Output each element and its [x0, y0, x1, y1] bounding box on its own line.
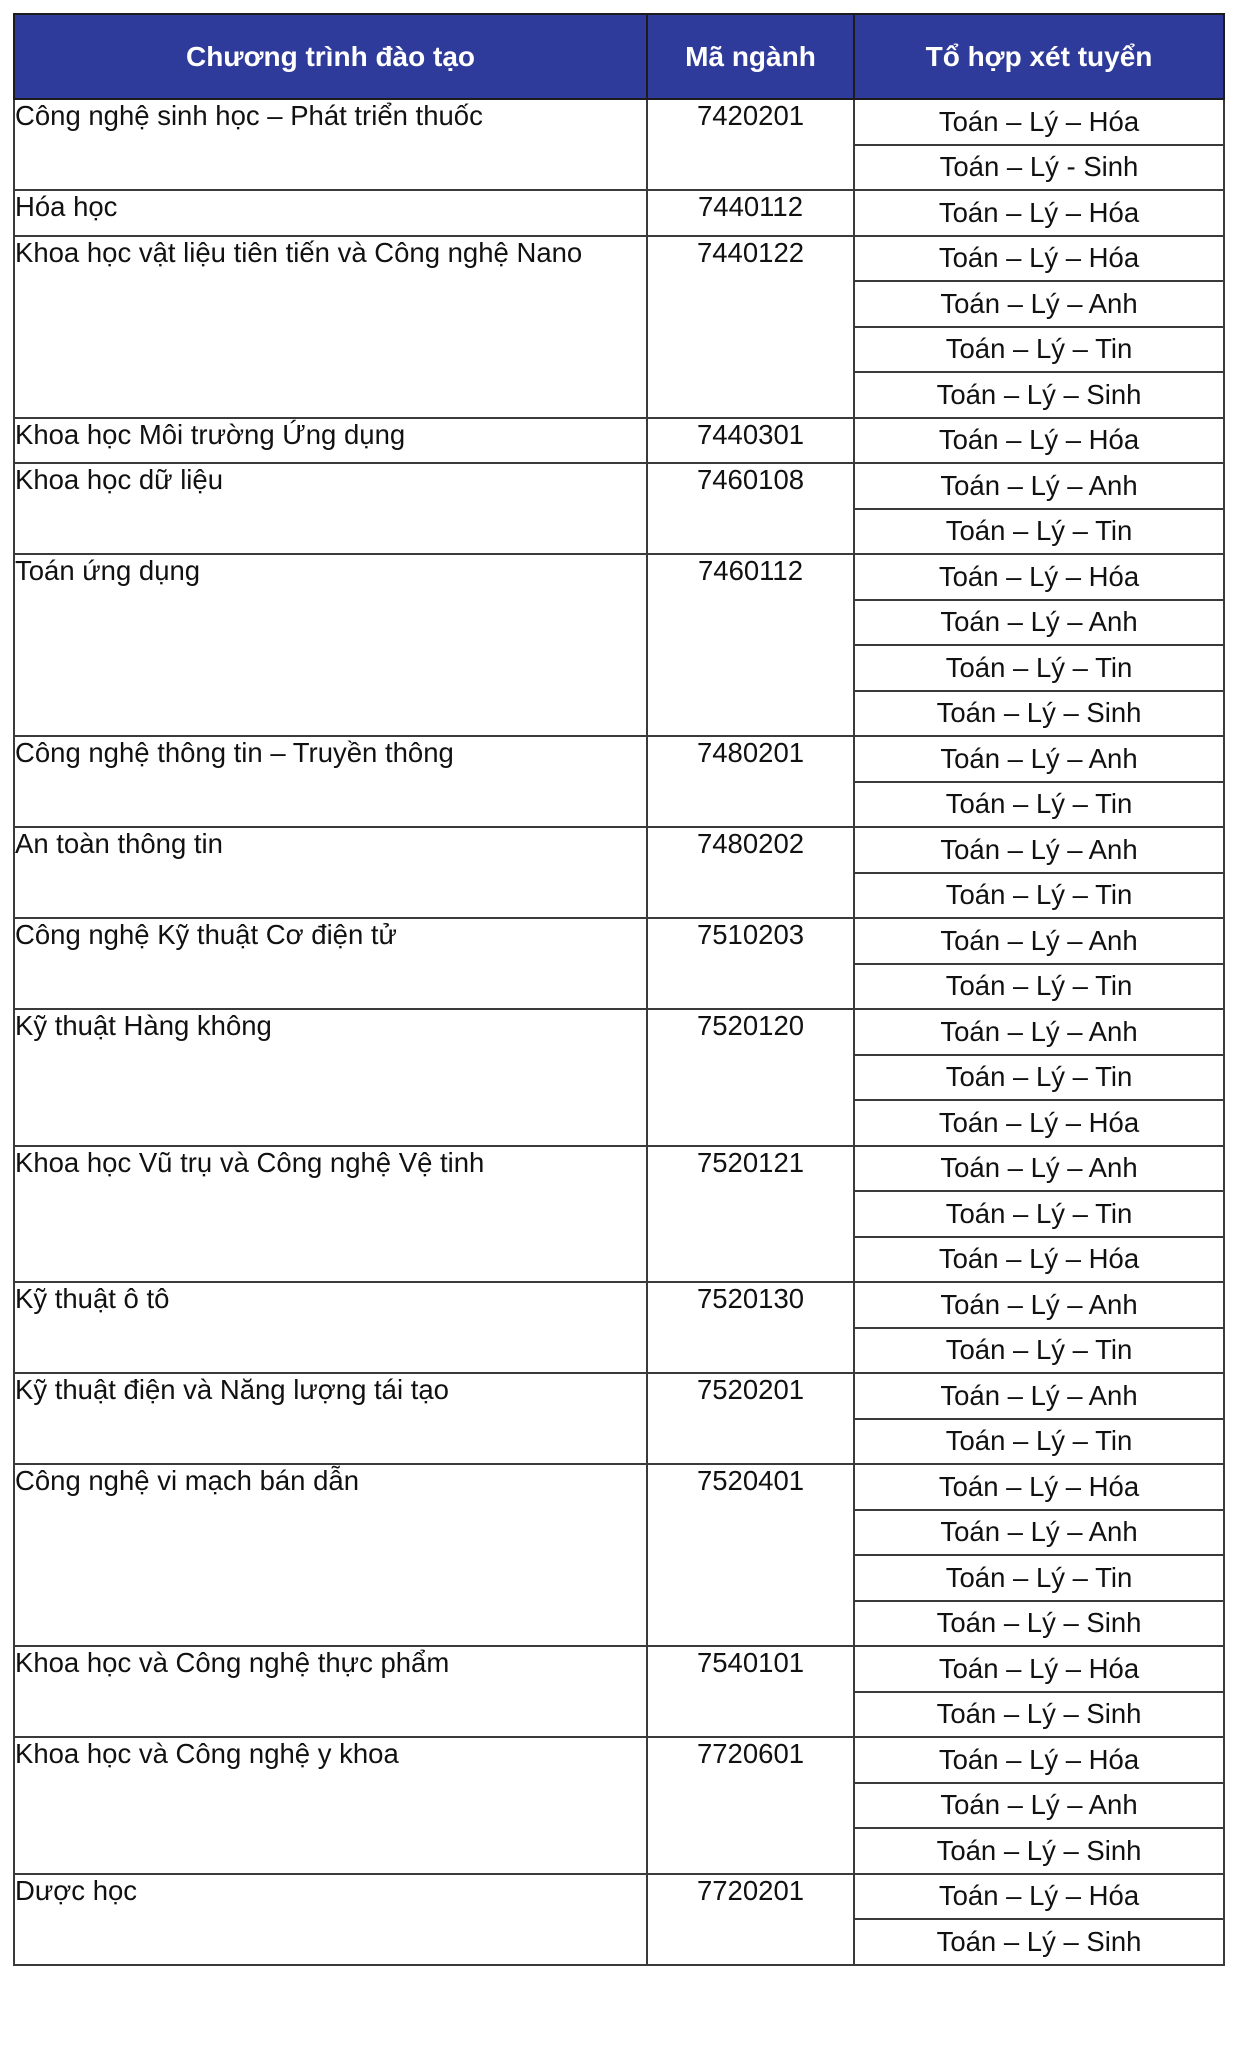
table-row	[14, 463, 1224, 509]
table-row	[14, 190, 1224, 236]
major-code-cell: 7460108	[647, 463, 854, 554]
subject-combo-cell: Toán – Lý – Anh	[854, 827, 1224, 873]
major-code-cell: 7520130	[647, 1282, 854, 1373]
subject-combo-cell: Toán – Lý – Tin	[854, 1191, 1224, 1237]
subject-combo-cell: Toán – Lý – Sinh	[854, 691, 1224, 737]
subject-combo-cell: Toán – Lý – Hóa	[854, 418, 1224, 464]
subject-combo-cell: Toán – Lý – Anh	[854, 1146, 1224, 1192]
subject-combo-cell: Toán – Lý – Sinh	[854, 1919, 1224, 1965]
major-code-cell: 7440122	[647, 236, 854, 418]
program-name-cell: An toàn thông tin	[14, 827, 647, 918]
table-row	[14, 736, 1224, 782]
program-name-cell: Kỹ thuật ô tô	[14, 1282, 647, 1373]
table-row	[14, 918, 1224, 964]
subject-combo-cell: Toán – Lý – Anh	[854, 1009, 1224, 1055]
table-body	[14, 99, 1224, 1965]
major-code-cell: 7440301	[647, 418, 854, 464]
program-name-cell: Công nghệ vi mạch bán dẫn	[14, 1464, 647, 1646]
header-code: Mã ngành	[647, 14, 854, 99]
subject-combo-cell: Toán – Lý – Hóa	[854, 1464, 1224, 1510]
subject-combo-cell: Toán – Lý – Hóa	[854, 1237, 1224, 1283]
admissions-table	[13, 13, 1225, 1966]
subject-combo-cell: Toán – Lý – Tin	[854, 873, 1224, 919]
subject-combo-cell: Toán – Lý – Tin	[854, 1328, 1224, 1374]
table-row	[14, 827, 1224, 873]
program-name-cell: Khoa học và Công nghệ thực phẩm	[14, 1646, 647, 1737]
subject-combo-cell: Toán – Lý – Sinh	[854, 1601, 1224, 1647]
subject-combo-cell: Toán – Lý – Tin	[854, 964, 1224, 1010]
program-name-cell: Khoa học và Công nghệ y khoa	[14, 1737, 647, 1874]
program-name-cell: Kỹ thuật Hàng không	[14, 1009, 647, 1146]
subject-combo-cell: Toán – Lý – Tin	[854, 782, 1224, 828]
table-row	[14, 1009, 1224, 1055]
program-name-cell: Khoa học Môi trường Ứng dụng	[14, 418, 647, 464]
subject-combo-cell: Toán – Lý – Anh	[854, 736, 1224, 782]
subject-combo-cell: Toán – Lý – Hóa	[854, 1874, 1224, 1920]
subject-combo-cell: Toán – Lý – Hóa	[854, 190, 1224, 236]
major-code-cell: 7460112	[647, 554, 854, 736]
subject-combo-cell: Toán – Lý – Anh	[854, 463, 1224, 509]
header-combo: Tổ hợp xét tuyển	[854, 14, 1224, 99]
subject-combo-cell: Toán – Lý – Anh	[854, 1510, 1224, 1556]
major-code-cell: 7540101	[647, 1646, 854, 1737]
subject-combo-cell: Toán – Lý – Anh	[854, 1783, 1224, 1829]
major-code-cell: 7520401	[647, 1464, 854, 1646]
admissions-table-container	[13, 13, 1223, 1966]
subject-combo-cell: Toán – Lý – Sinh	[854, 372, 1224, 418]
subject-combo-cell: Toán – Lý – Tin	[854, 327, 1224, 373]
table-row	[14, 236, 1224, 282]
subject-combo-cell: Toán – Lý – Tin	[854, 1419, 1224, 1465]
table-row	[14, 1373, 1224, 1419]
program-name-cell: Kỹ thuật điện và Năng lượng tái tạo	[14, 1373, 647, 1464]
subject-combo-cell: Toán – Lý – Tin	[854, 509, 1224, 555]
table-row	[14, 1464, 1224, 1510]
subject-combo-cell: Toán – Lý – Sinh	[854, 1692, 1224, 1738]
table-row	[14, 99, 1224, 145]
program-name-cell: Công nghệ Kỹ thuật Cơ điện tử	[14, 918, 647, 1009]
program-name-cell: Công nghệ sinh học – Phát triển thuốc	[14, 99, 647, 190]
program-name-cell: Dược học	[14, 1874, 647, 1965]
subject-combo-cell: Toán – Lý – Anh	[854, 1282, 1224, 1328]
subject-combo-cell: Toán – Lý – Anh	[854, 281, 1224, 327]
header-row	[14, 14, 1224, 99]
program-name-cell: Công nghệ thông tin – Truyền thông	[14, 736, 647, 827]
major-code-cell: 7520121	[647, 1146, 854, 1283]
subject-combo-cell: Toán – Lý – Hóa	[854, 236, 1224, 282]
program-name-cell: Hóa học	[14, 190, 647, 236]
subject-combo-cell: Toán – Lý - Sinh	[854, 145, 1224, 191]
major-code-cell: 7720201	[647, 1874, 854, 1965]
major-code-cell: 7520201	[647, 1373, 854, 1464]
major-code-cell: 7480201	[647, 736, 854, 827]
program-name-cell: Khoa học vật liệu tiên tiến và Công nghệ Nano	[14, 236, 647, 418]
program-name-cell: Khoa học Vũ trụ và Công nghệ Vệ tinh	[14, 1146, 647, 1283]
subject-combo-cell: Toán – Lý – Hóa	[854, 1646, 1224, 1692]
header-program: Chương trình đào tạo	[14, 14, 647, 99]
subject-combo-cell: Toán – Lý – Sinh	[854, 1828, 1224, 1874]
table-row	[14, 1282, 1224, 1328]
table-header	[14, 14, 1224, 99]
subject-combo-cell: Toán – Lý – Anh	[854, 600, 1224, 646]
table-row	[14, 554, 1224, 600]
subject-combo-cell: Toán – Lý – Hóa	[854, 1737, 1224, 1783]
subject-combo-cell: Toán – Lý – Tin	[854, 1555, 1224, 1601]
subject-combo-cell: Toán – Lý – Hóa	[854, 1100, 1224, 1146]
subject-combo-cell: Toán – Lý – Anh	[854, 1373, 1224, 1419]
major-code-cell: 7440112	[647, 190, 854, 236]
subject-combo-cell: Toán – Lý – Anh	[854, 918, 1224, 964]
subject-combo-cell: Toán – Lý – Hóa	[854, 99, 1224, 145]
major-code-cell: 7420201	[647, 99, 854, 190]
major-code-cell: 7480202	[647, 827, 854, 918]
table-row	[14, 1646, 1224, 1692]
major-code-cell: 7510203	[647, 918, 854, 1009]
subject-combo-cell: Toán – Lý – Tin	[854, 1055, 1224, 1101]
subject-combo-cell: Toán – Lý – Tin	[854, 645, 1224, 691]
subject-combo-cell: Toán – Lý – Hóa	[854, 554, 1224, 600]
major-code-cell: 7520120	[647, 1009, 854, 1146]
table-row	[14, 1874, 1224, 1920]
major-code-cell: 7720601	[647, 1737, 854, 1874]
program-name-cell: Khoa học dữ liệu	[14, 463, 647, 554]
table-row	[14, 418, 1224, 464]
table-row	[14, 1737, 1224, 1783]
table-row	[14, 1146, 1224, 1192]
program-name-cell: Toán ứng dụng	[14, 554, 647, 736]
